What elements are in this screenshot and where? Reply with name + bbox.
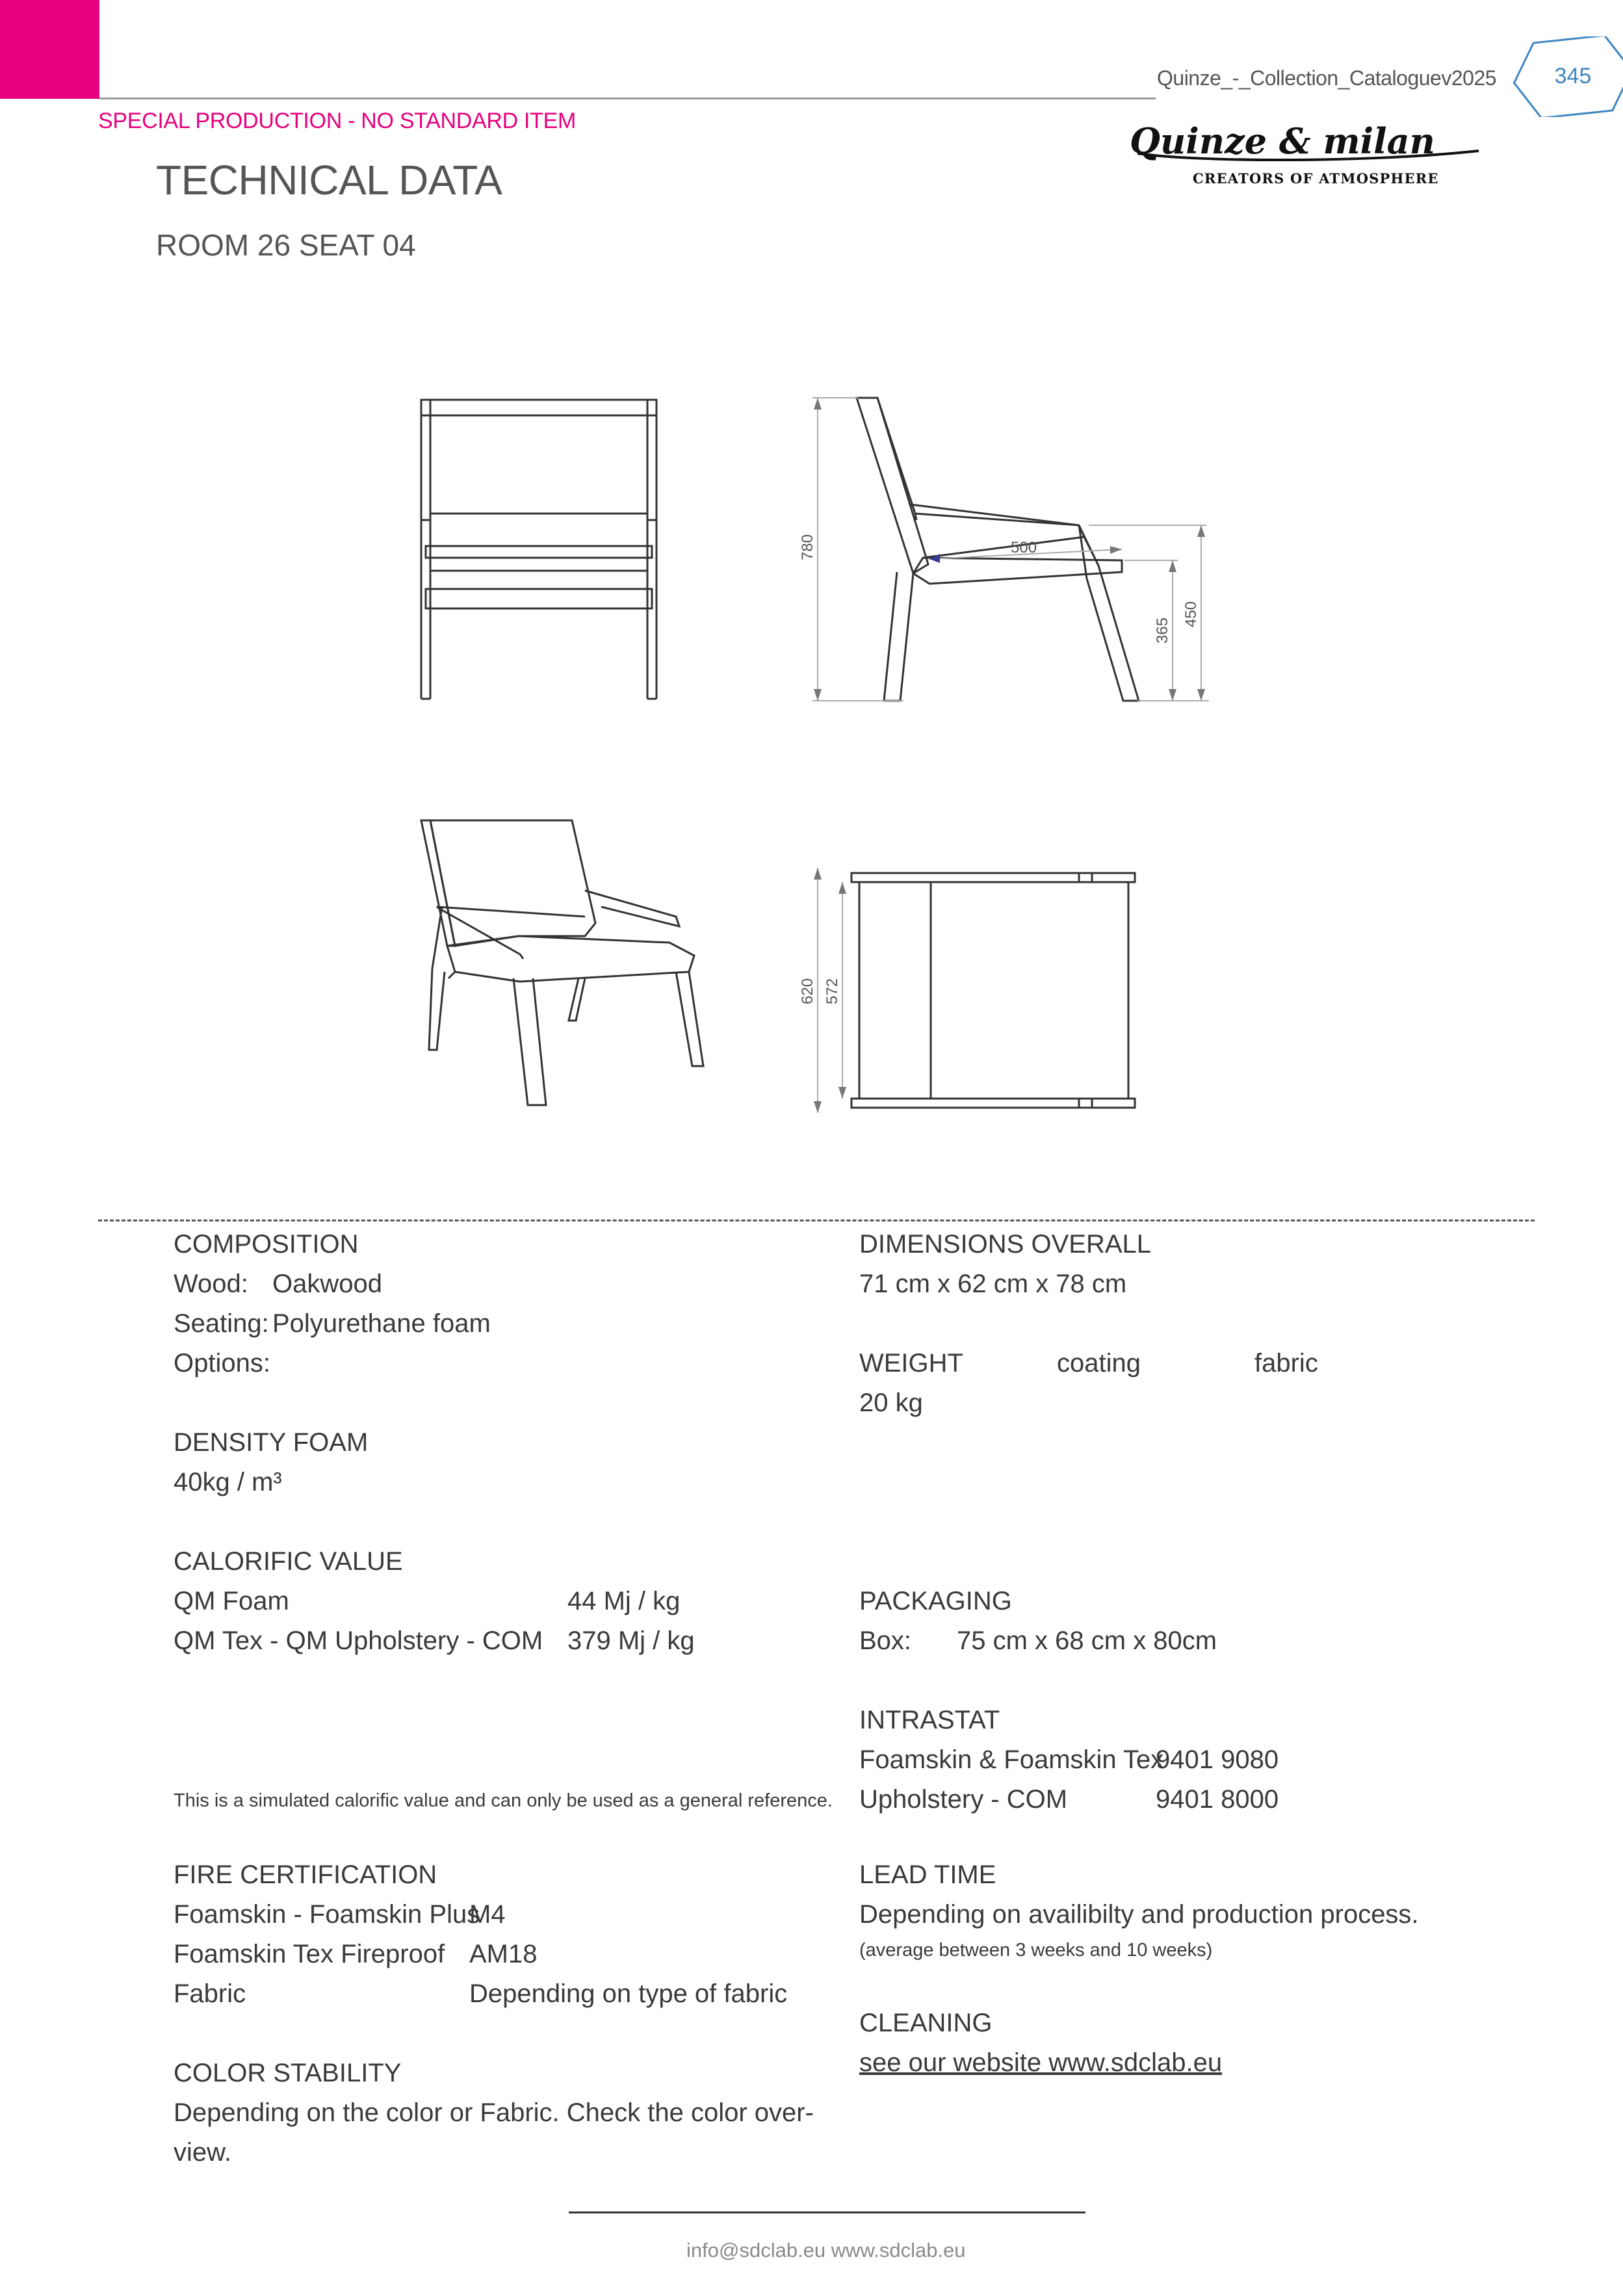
footer-rule (569, 2211, 1085, 2213)
lead-time-note: (average between 3 weeks and 10 weeks) (859, 1940, 1213, 1961)
front-view-drawing (421, 400, 656, 699)
weight-coating-label: coating (1057, 1349, 1141, 1377)
intrastat-heading: INTRASTAT (859, 1706, 1000, 1734)
intrastat-row-label: Upholstery - COM (859, 1785, 1068, 1814)
dimensions-value: 71 cm x 62 cm x 78 cm (859, 1270, 1127, 1298)
packaging-heading: PACKAGING (859, 1587, 1012, 1615)
dim-top-inner-depth-label: 572 (824, 978, 841, 1004)
product-number-1: 26 (257, 228, 291, 262)
weight-heading: WEIGHT (859, 1349, 963, 1377)
cleaning-website-link[interactable]: see our website www.sdclab.eu (859, 2048, 1223, 2077)
fire-row-label: Foamskin Tex Fireproof (174, 1940, 445, 1968)
density-heading: DENSITY FOAM (174, 1428, 369, 1457)
wood-label: Wood: (174, 1270, 248, 1298)
weight-value: 20 kg (859, 1389, 923, 1417)
dim-depth-label: 500 (1011, 539, 1037, 556)
catalogue-name: Quinze_-_Collection_Cataloguev2025 (1157, 66, 1497, 90)
brand-wordmark: Quinze & milan (1130, 125, 1435, 162)
packaging-label: Box: (859, 1626, 912, 1655)
footer-contact: info@sdclab.eu www.sdclab.eu (686, 2239, 966, 2262)
intrastat-row-value: 9401 9080 (1156, 1745, 1279, 1774)
brand-tagline: CREATORS OF ATMOSPHERE (1193, 170, 1439, 187)
top-view-dimensions (799, 868, 846, 1113)
options-label: Options: (174, 1349, 270, 1377)
lead-time-heading: LEAD TIME (859, 1860, 996, 1889)
dim-seat-height-label: 365 (1154, 617, 1171, 644)
lead-time-text: Depending on availibilty and production process. (859, 1900, 1419, 1929)
product-prefix: ROOM (156, 228, 250, 262)
top-view-drawing (851, 873, 1135, 1108)
page-number: 345 (1554, 64, 1592, 88)
calorific-row-label: QM Foam (174, 1587, 289, 1615)
perspective-view-drawing (421, 820, 703, 1105)
intrastat-row-value: 9401 8000 (1156, 1785, 1279, 1814)
calorific-heading: CALORIFIC VALUE (174, 1547, 403, 1576)
color-stability-text: Depending on the color or Fabric. Check the color over- (174, 2098, 814, 2127)
density-value: 40kg / m³ (174, 1468, 282, 1496)
side-view-drawing (857, 398, 1139, 701)
side-view-dimensions (799, 398, 1209, 701)
weight-fabric-label: fabric (1254, 1349, 1318, 1377)
color-stability-heading: COLOR STABILITY (174, 2059, 402, 2087)
dim-top-depth-label: 620 (799, 978, 816, 1004)
composition-heading: COMPOSITION (174, 1230, 359, 1259)
special-production-label: SPECIAL PRODUCTION - NO STANDARD ITEM (98, 109, 577, 133)
color-stability-text: view. (174, 2138, 231, 2167)
intrastat-row-label: Foamskin & Foamskin Tex (859, 1745, 1164, 1774)
seating-label: Seating: (174, 1309, 269, 1338)
page-title: TECHNICAL DATA (156, 157, 502, 203)
seating-value: Polyurethane foam (272, 1309, 491, 1338)
fire-row-label: Fabric (174, 1979, 246, 2008)
wood-value: Oakwood (272, 1270, 382, 1298)
product-number-2: 04 (382, 228, 416, 262)
packaging-value: 75 cm x 68 cm x 80cm (957, 1626, 1217, 1655)
product-mid: SEAT (298, 228, 374, 262)
dim-height-label: 780 (799, 534, 816, 560)
fire-row-label: Foamskin - Foamskin Plus (174, 1900, 480, 1929)
fire-row-value: AM18 (469, 1940, 538, 1968)
dim-arm-height-label: 450 (1182, 601, 1200, 627)
fire-heading: FIRE CERTIFICATION (174, 1860, 437, 1889)
calorific-note: This is a simulated calorific value and can only be used as a general reference. (174, 1790, 833, 1811)
fire-row-value: Depending on type of fabric (469, 1979, 788, 2008)
calorific-row-value: 379 Mj / kg (567, 1626, 695, 1655)
calorific-row-value: 44 Mj / kg (567, 1587, 681, 1615)
cleaning-heading: CLEANING (859, 2009, 993, 2037)
fire-row-value: M4 (469, 1900, 506, 1929)
section-divider (98, 1220, 1535, 1221)
dimensions-heading: DIMENSIONS OVERALL (859, 1230, 1152, 1259)
calorific-row-label: QM Tex - QM Upholstery - COM (174, 1626, 543, 1655)
